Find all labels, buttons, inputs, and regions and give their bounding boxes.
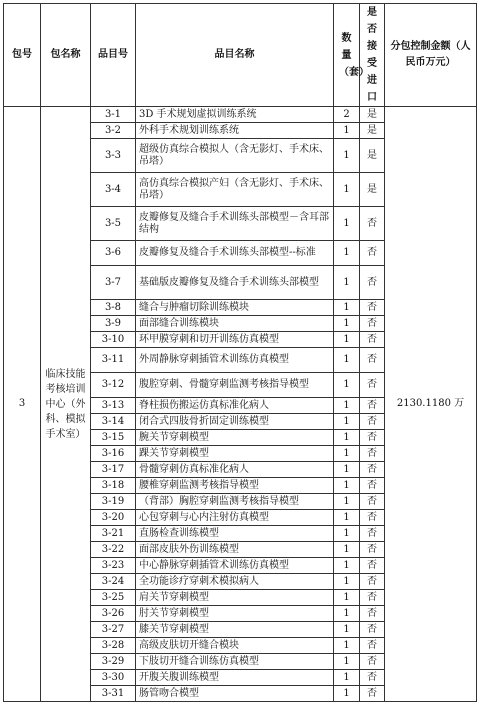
item-quantity: 1	[334, 526, 360, 542]
item-quantity: 1	[334, 558, 360, 574]
item-quantity: 1	[334, 590, 360, 606]
item-number: 3-20	[91, 510, 136, 526]
item-number: 3-12	[91, 373, 136, 398]
item-import: 否	[360, 494, 385, 510]
item-name: 闭合式四肢骨折固定训练模型	[136, 414, 334, 430]
item-name: 肩关节穿刺模型	[136, 590, 334, 606]
item-import: 是	[360, 107, 385, 123]
item-number: 3-25	[91, 590, 136, 606]
header-pkg-no: 包号	[4, 4, 41, 107]
item-name: 脊柱损伤搬运仿真标准化病人	[136, 398, 334, 414]
item-name: 心包穿刺与心内注射仿真模型	[136, 510, 334, 526]
item-import: 否	[360, 241, 385, 266]
item-number: 3-26	[91, 606, 136, 622]
item-number: 3-6	[91, 241, 136, 266]
item-number: 3-8	[91, 300, 136, 316]
item-number: 3-7	[91, 266, 136, 300]
item-quantity: 1	[334, 494, 360, 510]
item-quantity: 1	[334, 173, 360, 207]
item-number: 3-2	[91, 123, 136, 139]
item-import: 否	[360, 686, 385, 702]
item-quantity: 1	[334, 139, 360, 173]
header-item-no: 品目号	[91, 4, 136, 107]
item-name: 踝关节穿刺模型	[136, 446, 334, 462]
item-import: 否	[360, 654, 385, 670]
item-quantity: 1	[334, 446, 360, 462]
item-name: 皮瓣修复及缝合手术训练头部模型－含耳部结构	[136, 207, 334, 241]
item-import: 否	[360, 207, 385, 241]
item-quantity: 1	[334, 606, 360, 622]
item-import: 是	[360, 173, 385, 207]
item-name: 超级仿真综合模拟人（含无影灯、手术床、吊塔）	[136, 139, 334, 173]
item-quantity: 1	[334, 542, 360, 558]
item-import: 是	[360, 123, 385, 139]
header-pkg-name: 包名称	[41, 4, 91, 107]
item-quantity: 1	[334, 462, 360, 478]
item-name: 全功能诊疗穿刺术模拟病人	[136, 574, 334, 590]
item-name: 腹腔穿刺、骨髓穿刺监测考核指导模型	[136, 373, 334, 398]
item-name: 面部皮肤外伤训练模型	[136, 542, 334, 558]
item-import: 否	[360, 542, 385, 558]
procurement-table	[3, 3, 477, 702]
item-number: 3-31	[91, 686, 136, 702]
item-number: 3-13	[91, 398, 136, 414]
header-budget: 分包控制金额（人民币万元）	[385, 4, 477, 107]
package-name: 临床技能考核培训中心（外科、模拟手术室）	[41, 107, 91, 702]
item-number: 3-5	[91, 207, 136, 241]
item-number: 3-9	[91, 316, 136, 332]
item-quantity: 1	[334, 654, 360, 670]
header-item-name: 品目名称	[136, 4, 334, 107]
item-name: 外科手术规划训练系统	[136, 123, 334, 139]
item-number: 3-21	[91, 526, 136, 542]
item-import: 否	[360, 462, 385, 478]
item-import: 是	[360, 139, 385, 173]
header-import: 是否接受进口	[360, 4, 385, 107]
item-quantity: 1	[334, 414, 360, 430]
item-name: 骨髓穿刺仿真标准化病人	[136, 462, 334, 478]
item-number: 3-29	[91, 654, 136, 670]
item-number: 3-17	[91, 462, 136, 478]
item-quantity: 1	[334, 622, 360, 638]
item-quantity: 2	[334, 107, 360, 123]
item-name: 膝关节穿刺模型	[136, 622, 334, 638]
item-name: 皮瓣修复及缝合手术训练头部模型--标准	[136, 241, 334, 266]
item-name: 面部缝合训练模块	[136, 316, 334, 332]
item-number: 3-1	[91, 107, 136, 123]
item-quantity: 1	[334, 241, 360, 266]
item-number: 3-3	[91, 139, 136, 173]
item-quantity: 1	[334, 670, 360, 686]
item-number: 3-16	[91, 446, 136, 462]
item-name: 高仿真综合模拟产妇（含无影灯、手术床、吊塔）	[136, 173, 334, 207]
item-name: 环甲膜穿刺和切开训练仿真模型	[136, 332, 334, 348]
item-number: 3-11	[91, 348, 136, 373]
item-number: 3-19	[91, 494, 136, 510]
item-quantity: 1	[334, 123, 360, 139]
item-import: 否	[360, 638, 385, 654]
item-quantity: 1	[334, 266, 360, 300]
item-name: 下肢切开缝合训练仿真模型	[136, 654, 334, 670]
item-import: 否	[360, 622, 385, 638]
item-quantity: 1	[334, 207, 360, 241]
item-import: 否	[360, 398, 385, 414]
package-budget: 2130.1180 万	[385, 107, 477, 702]
item-import: 否	[360, 300, 385, 316]
item-name: 缝合与肿瘤切除训练模块	[136, 300, 334, 316]
item-import: 否	[360, 606, 385, 622]
item-number: 3-27	[91, 622, 136, 638]
item-quantity: 1	[334, 316, 360, 332]
item-name: 肠管吻合模型	[136, 686, 334, 702]
item-number: 3-10	[91, 332, 136, 348]
item-import: 否	[360, 446, 385, 462]
item-name: 基础版皮瓣修复及缝合手术训练头部模型	[136, 266, 334, 300]
item-name: 高级皮肤切开缝合模块	[136, 638, 334, 654]
item-name: 中心静脉穿刺插管术训练仿真模型	[136, 558, 334, 574]
item-import: 否	[360, 332, 385, 348]
item-import: 否	[360, 574, 385, 590]
item-name: 腕关节穿刺模型	[136, 430, 334, 446]
item-import: 否	[360, 316, 385, 332]
item-name: 3D 手术规划虚拟训练系统	[136, 107, 334, 123]
item-import: 否	[360, 670, 385, 686]
package-number: 3	[4, 107, 41, 702]
item-import: 否	[360, 430, 385, 446]
item-import: 否	[360, 590, 385, 606]
item-quantity: 1	[334, 332, 360, 348]
table-body	[4, 107, 477, 702]
item-quantity: 1	[334, 300, 360, 316]
item-import: 否	[360, 478, 385, 494]
item-quantity: 1	[334, 686, 360, 702]
item-quantity: 1	[334, 430, 360, 446]
item-name: 开腹关腹训练模型	[136, 670, 334, 686]
item-name: （背部）胸腔穿刺监测考核指导模型	[136, 494, 334, 510]
item-quantity: 1	[334, 398, 360, 414]
item-number: 3-30	[91, 670, 136, 686]
item-name: 肘关节穿刺模型	[136, 606, 334, 622]
item-import: 否	[360, 348, 385, 373]
item-quantity: 1	[334, 574, 360, 590]
item-number: 3-15	[91, 430, 136, 446]
item-number: 3-23	[91, 558, 136, 574]
item-number: 3-14	[91, 414, 136, 430]
item-number: 3-22	[91, 542, 136, 558]
table-row	[4, 107, 477, 123]
item-number: 3-4	[91, 173, 136, 207]
item-import: 否	[360, 510, 385, 526]
item-import: 否	[360, 266, 385, 300]
item-import: 否	[360, 558, 385, 574]
item-import: 否	[360, 373, 385, 398]
header-qty: 数量（套）	[334, 4, 360, 107]
item-number: 3-24	[91, 574, 136, 590]
item-name: 外周静脉穿刺插管术训练仿真模型	[136, 348, 334, 373]
item-import: 否	[360, 526, 385, 542]
item-import: 否	[360, 414, 385, 430]
item-quantity: 1	[334, 638, 360, 654]
item-quantity: 1	[334, 373, 360, 398]
item-name: 直肠检查训练模型	[136, 526, 334, 542]
item-quantity: 1	[334, 510, 360, 526]
item-number: 3-28	[91, 638, 136, 654]
item-quantity: 1	[334, 478, 360, 494]
item-number: 3-18	[91, 478, 136, 494]
header-row	[4, 4, 477, 107]
item-name: 腰椎穿刺监测考核指导模型	[136, 478, 334, 494]
item-quantity: 1	[334, 348, 360, 373]
